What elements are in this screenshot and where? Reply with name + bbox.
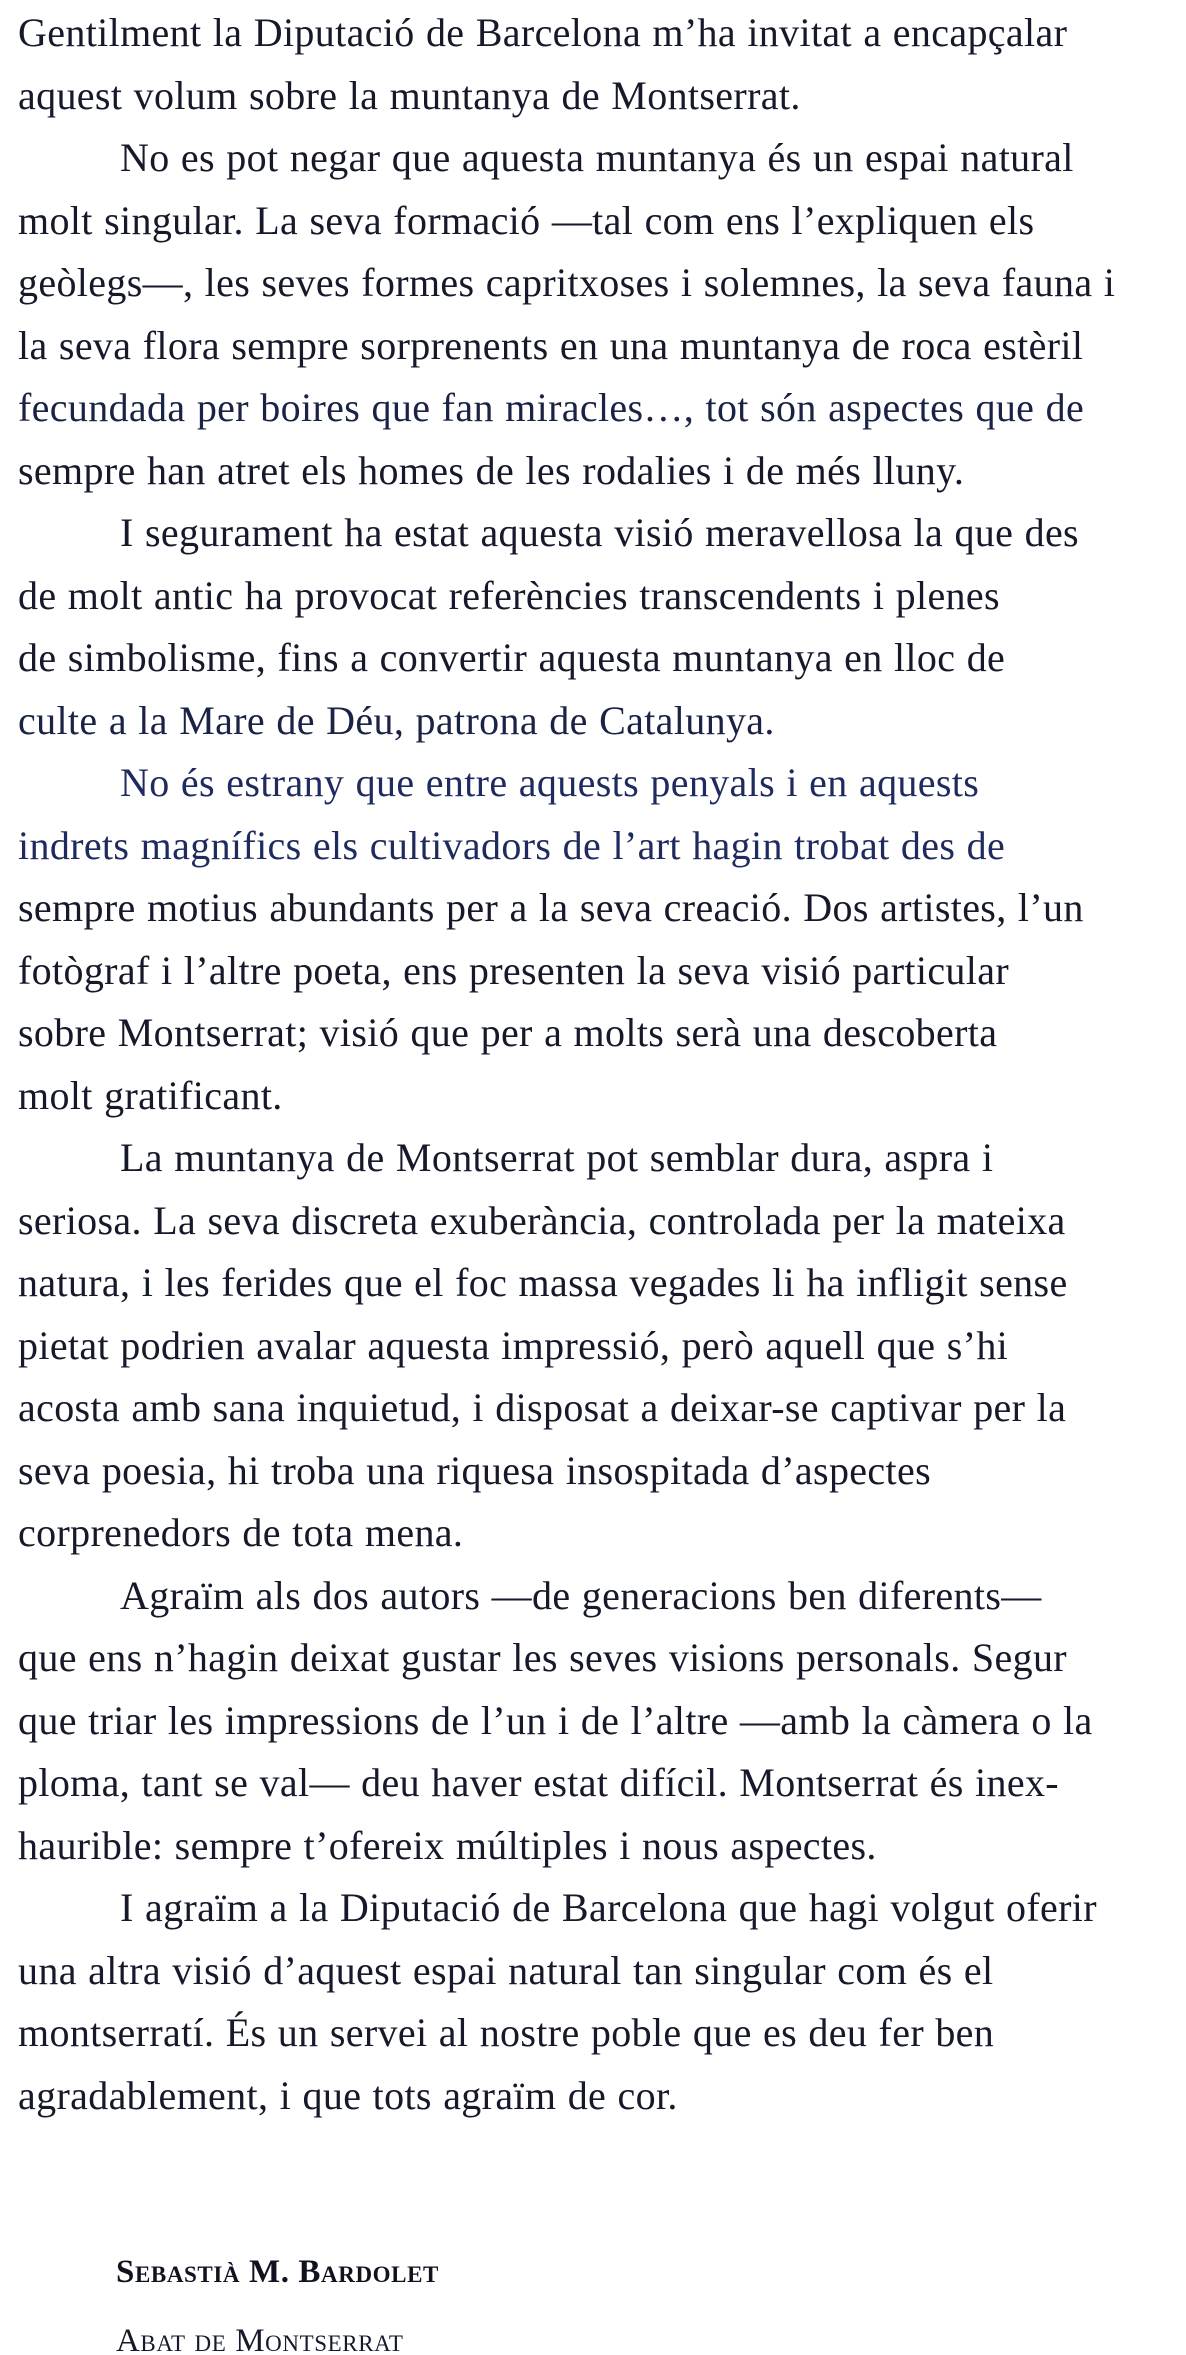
author-title: Abat de Montserrat xyxy=(116,2323,404,2355)
text-line-4: molt singular. La seva formació —tal com ens l’expliquen els xyxy=(18,197,1035,243)
signature-block xyxy=(116,2254,439,2355)
text-line-18: molt gratificant. xyxy=(18,1072,283,1118)
text-line-2: aquest volum sobre la muntanya de Montserrat. xyxy=(18,72,801,118)
text-line-30: haurible: sempre t’ofereix múltiples i nous aspectes. xyxy=(18,1822,877,1868)
text-line-14: indrets magnífics els cultivadors de l’art hagin trobat des de xyxy=(18,822,1006,868)
text-line-28: que triar les impressions de l’un i de l’altre —amb la càmera o la xyxy=(18,1697,1093,1743)
text-line-26: Agraïm als dos autors —de generacions ben diferents— xyxy=(120,1572,1042,1618)
text-line-32: una altra visió d’aquest espai natural tan singular com és el xyxy=(18,1947,994,1993)
text-line-29: ploma, tant se val— deu haver estat difícil. Montserrat és inex- xyxy=(18,1760,1059,1805)
text-line-24: seva poesia, hi troba una riquesa insospitada d’aspectes xyxy=(18,1447,931,1493)
text-line-15: sempre motius abundants per a la seva creació. Dos artistes, l’un xyxy=(18,885,1084,930)
text-line-33: montserratí. És un servei al nostre poble que es deu fer ben xyxy=(18,2010,995,2055)
text-line-9: I segurament ha estat aquesta visió meravellosa la que des xyxy=(120,510,1079,555)
text-line-31: I agraïm a la Diputació de Barcelona que hagi volgut oferir xyxy=(120,1885,1097,1930)
text-line-25: corprenedors de tota mena. xyxy=(18,1510,464,1555)
text-line-7: fecundada per boires que fan miracles…, tot són aspectes que de xyxy=(18,385,1085,430)
text-line-21: natura, i les ferides que el foc massa vegades li ha infligit sense xyxy=(18,1260,1068,1305)
text-line-34: agradablement, i que tots agraïm de cor. xyxy=(18,2072,678,2118)
author-name: Sebastià M. Bardolet xyxy=(116,2254,439,2290)
text-line-8: sempre han atret els homes de les rodalies i de més lluny. xyxy=(18,447,965,493)
text-line-20: seriosa. La seva discreta exuberància, controlada per la mateixa xyxy=(18,1197,1066,1243)
text-line-3: No es pot negar que aquesta muntanya és un espai natural xyxy=(120,135,1074,180)
text-line-22: pietat podrien avalar aquesta impressió, però aquell que s’hi xyxy=(18,1322,1009,1368)
text-line-12: culte a la Mare de Déu, patrona de Catalunya. xyxy=(18,697,775,743)
text-line-6: la seva flora sempre sorprenents en una muntanya de roca estèril xyxy=(18,322,1084,368)
text-line-11: de simbolisme, fins a convertir aquesta muntanya en lloc de xyxy=(18,635,1006,680)
text-line-13: No és estrany que entre aquests penyals i en aquests xyxy=(120,760,980,805)
text-line-27: que ens n’hagin deixat gustar les seves visions personals. Segur xyxy=(18,1635,1067,1680)
body-text xyxy=(18,0,1186,2125)
text-line-23: acosta amb sana inquietud, i disposat a deixar-se captivar per la xyxy=(18,1385,1067,1430)
text-line-5: geòlegs—, les seves formes capritxoses i solemnes, la seva fauna i xyxy=(18,260,1116,305)
text-line-1: Gentilment la Diputació de Barcelona m’ha invitat a encapçalar xyxy=(18,10,1068,55)
text-line-10: de molt antic ha provocat referències transcendents i plenes xyxy=(18,572,1000,618)
text-line-19: La muntanya de Montserrat pot semblar dura, aspra i xyxy=(120,1135,994,1180)
text-line-16: fotògraf i l’altre poeta, ens presenten la seva visió particular xyxy=(18,947,1010,993)
text-line-17: sobre Montserrat; visió que per a molts serà una descoberta xyxy=(18,1010,998,1055)
